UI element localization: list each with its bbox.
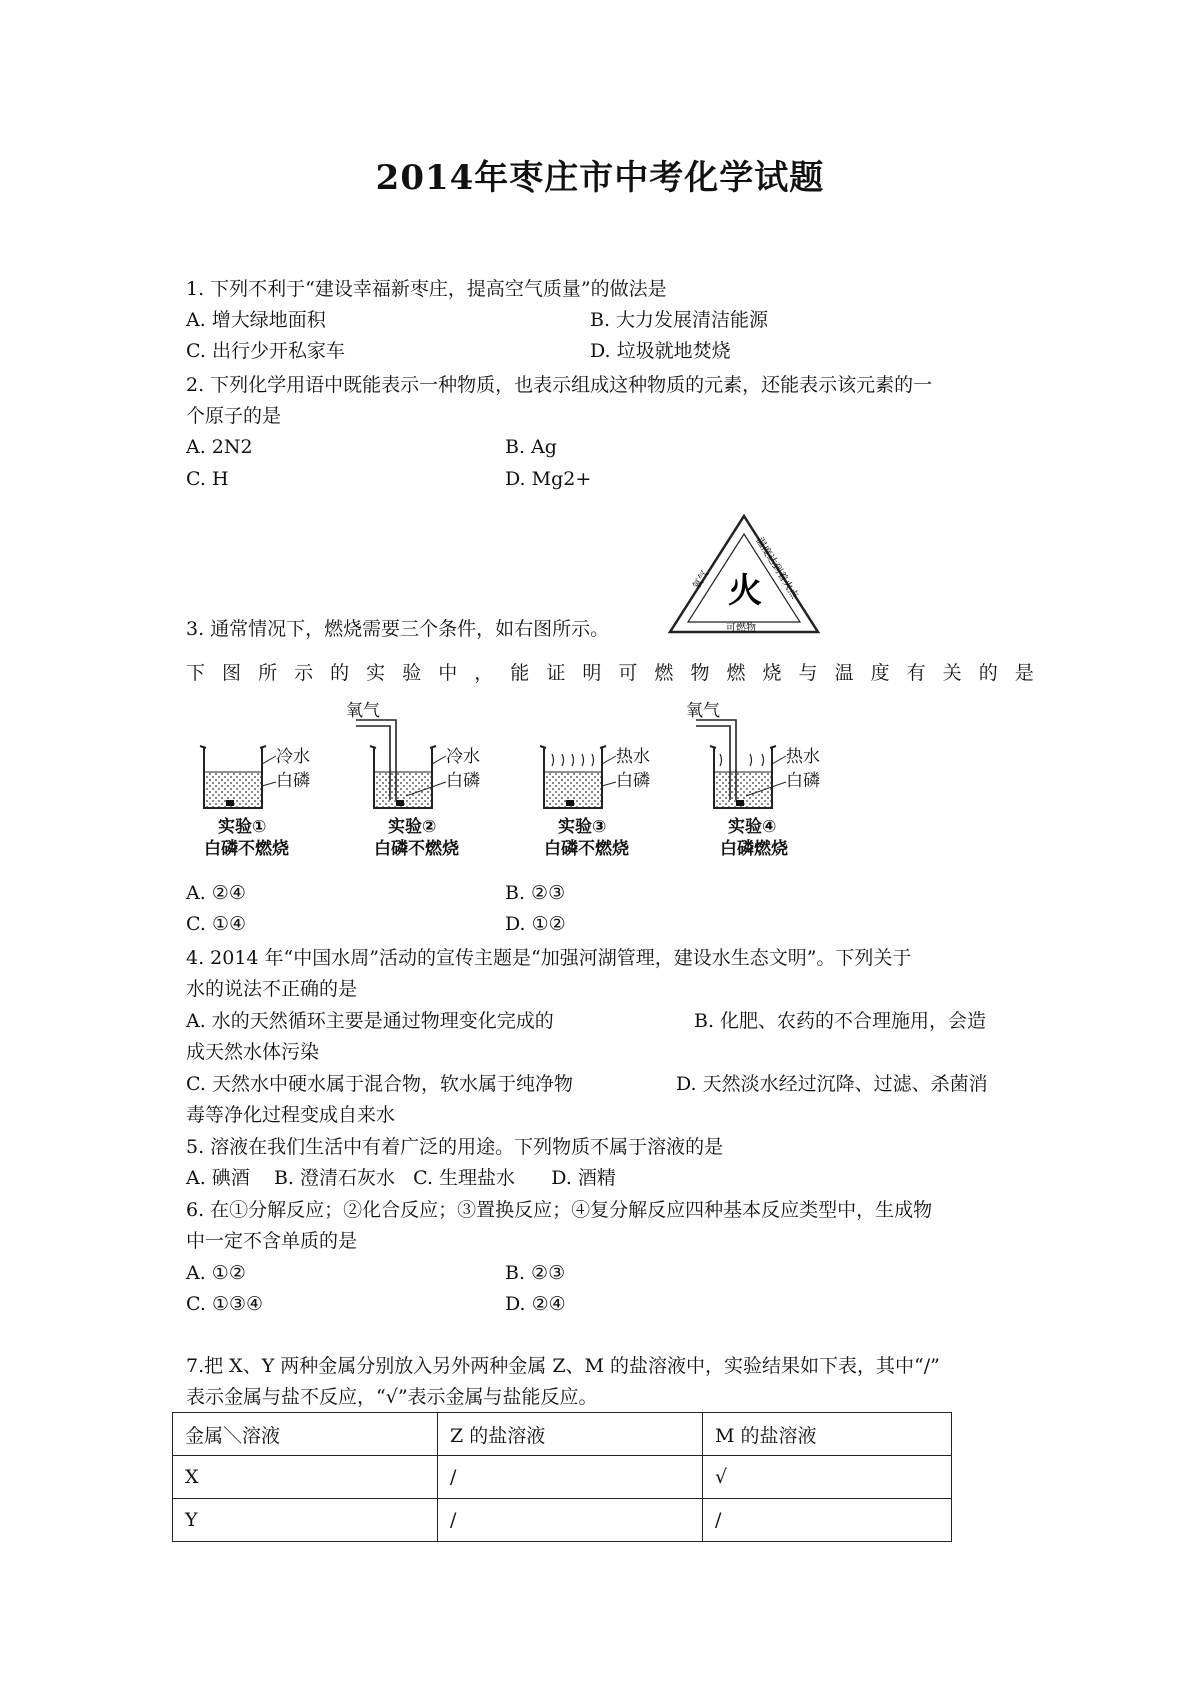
q3-char: 烧 [762,662,782,684]
q3-char: 是 [1014,662,1034,684]
exp4-gas: 氧气 [686,701,720,721]
q3-option-a: A. ②④ [186,882,246,904]
beaker-1 [200,746,310,859]
q3-char: 明 [582,662,602,684]
q4-option-d-line1: D. 天然淡水经过沉降、过滤、杀菌消 [676,1073,988,1095]
beaker-2 [346,701,480,859]
q3-char: 实 [366,662,386,684]
q3-char: 燃 [654,662,674,684]
fire-icon: 火 [728,571,762,611]
beaker-3 [540,746,650,859]
q4-option-b-line2: 成天然水体污染 [186,1041,320,1063]
table-header-cell: M 的盐溶液 [703,1413,952,1456]
q4-option-d-line2: 毒等净化过程变成自来水 [186,1104,396,1126]
exp2-liquid: 冷水 [446,747,480,767]
q2-option-c: C. H [186,468,229,490]
q7-result-table [172,1412,952,1542]
q1-option-a: A. 增大绿地面积 [186,309,326,331]
q3-option-d: D. ①② [505,913,566,935]
table-cell: √ [703,1456,952,1499]
q3-char: 关 [942,662,962,684]
q3-char: 验 [402,662,422,684]
exp3-liquid: 热水 [616,747,650,767]
q3-char: 中 [438,662,458,684]
table-cell: / [438,1456,703,1499]
q6-stem-line1: 6. 在①分解反应；②化合反应；③置换反应；④复分解反应四种基本反应类型中，生成物 [186,1199,933,1221]
q3-option-c: C. ①④ [186,913,247,935]
q6-option-a: A. ①② [186,1262,246,1284]
q3-char: 能 [510,662,530,684]
q1-option-b: B. 大力发展清洁能源 [590,309,769,331]
q2-option-a: A. 2N2 [186,436,253,458]
exp3-name: 实验③ [558,817,607,837]
q3-char: ， [474,662,494,684]
q4-option-b-line1: B. 化肥、农药的不合理施用，会造 [694,1010,987,1032]
table-header-cell: Z 的盐溶液 [438,1413,703,1456]
q3-char: 度 [870,662,890,684]
q2-stem-line1: 2. 下列化学用语中既能表示一种物质，也表示组成这种物质的元素，还能表示该元素的一 [186,374,933,396]
q3-char: 的 [978,662,998,684]
page-title: 2014年枣庄市中考化学试题 [375,158,825,198]
q3-char: 可 [618,662,638,684]
table-cell: X [173,1456,438,1499]
q3-stem-line1: 3. 通常情况下，燃烧需要三个条件，如右图所示。 [186,618,610,640]
q3-char: 燃 [726,662,746,684]
q5-stem: 5. 溶液在我们生活中有着广泛的用途。下列物质不属于溶液的是 [186,1136,724,1158]
q3-char: 图 [222,662,242,684]
q3-char: 证 [546,662,566,684]
q7-stem-line2: 表示金属与盐不反应，“√”表示金属与盐能反应。 [186,1386,598,1408]
q3-char: 的 [330,662,350,684]
q7-stem-line1: 7.把 X、Y 两种金属分别放入另外两种金属 Z、M 的盐溶液中，实验结果如下表，其中“/” [186,1355,940,1377]
q1-option-d: D. 垃圾就地焚烧 [590,340,731,362]
experiments-figure [196,700,836,870]
exp1-liquid: 冷水 [276,747,310,767]
q4-stem-line1: 4. 2014 年“中国水周”活动的宣传主题是“加强河湖管理，建设水生态文明”。下列关于 [186,947,912,969]
exp3-solid: 白磷 [616,771,650,791]
q4-option-a: A. 水的天然循环主要是通过物理变化完成的 [186,1010,554,1032]
exp1-solid: 白磷 [276,771,310,791]
triangle-right-label: 温度达到着火点 [753,535,800,601]
table-header-cell: 金属＼溶液 [173,1413,438,1456]
q3-option-b: B. ②③ [505,882,566,904]
exp2-name: 实验② [388,817,437,837]
q3-char: 示 [294,662,314,684]
exp1-result: 白磷不燃烧 [204,839,289,859]
q2-option-d: D. Mg2+ [505,468,592,490]
table-cell: / [703,1499,952,1542]
q4-option-c: C. 天然水中硬水属于混合物，软水属于纯净物 [186,1073,573,1095]
table-cell: Y [173,1499,438,1542]
exp3-result: 白磷不燃烧 [544,839,629,859]
table-header-row [173,1413,952,1456]
table-cell: / [438,1499,703,1542]
exp4-result: 白磷燃烧 [720,839,788,859]
q5-options: A. 碘酒 B. 澄清石灰水 C. 生理盐水 D. 酒精 [186,1167,616,1189]
triangle-bottom-label: 可燃物 [726,623,756,634]
q6-option-d: D. ②④ [505,1293,566,1315]
q6-option-b: B. ②③ [505,1262,566,1284]
q3-stem-line2 [186,658,1034,685]
q3-char: 有 [906,662,926,684]
q6-stem-line2: 中一定不含单质的是 [186,1230,358,1252]
exp1-name: 实验① [218,817,267,837]
exp2-result: 白磷不燃烧 [374,839,459,859]
q4-stem-line2: 水的说法不正确的是 [186,978,358,1000]
table-row [173,1499,952,1542]
q2-option-b: B. Ag [505,436,557,458]
exp2-gas: 氧气 [346,701,380,721]
q3-char: 物 [690,662,710,684]
exp4-solid: 白磷 [786,771,820,791]
q3-char: 下 [186,662,206,684]
q6-option-c: C. ①③④ [186,1293,264,1315]
q3-char: 温 [834,662,854,684]
q3-char: 与 [798,662,818,684]
triangle-left-label: 氧气 [691,568,712,592]
table-row [173,1456,952,1499]
q3-char: 所 [258,662,278,684]
fire-triangle-diagram [664,510,824,638]
beaker-4 [686,701,820,859]
exp4-name: 实验④ [728,817,777,837]
q1-stem: 1. 下列不利于“建设幸福新枣庄，提高空气质量”的做法是 [186,278,667,300]
exp2-solid: 白磷 [446,771,480,791]
q2-stem-line2: 个原子的是 [186,405,282,427]
q1-option-c: C. 出行少开私家车 [186,340,345,362]
exp4-liquid: 热水 [786,747,820,767]
